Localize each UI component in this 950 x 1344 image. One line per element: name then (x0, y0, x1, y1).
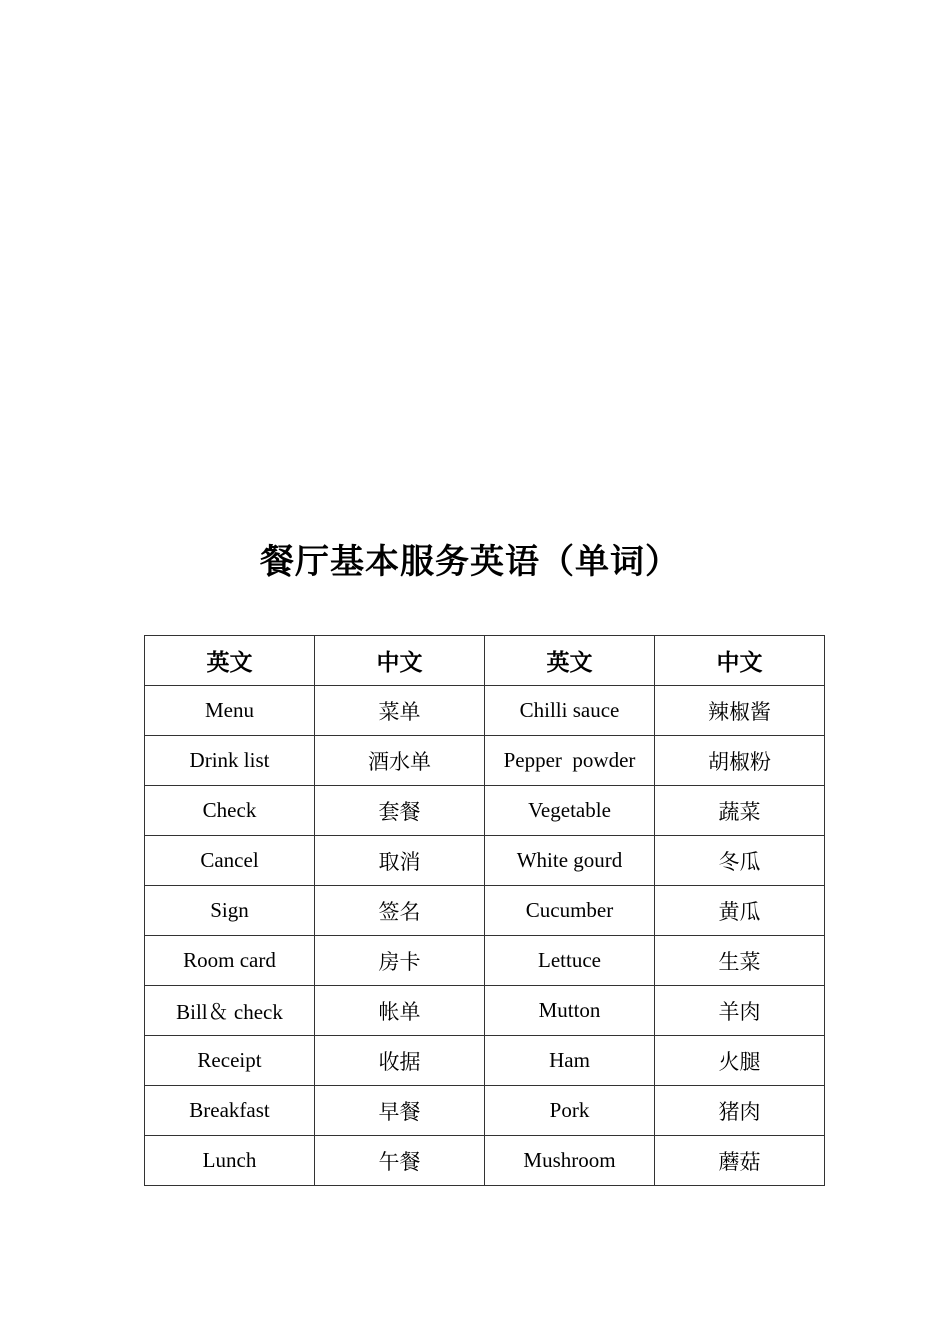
chinese-word: 早餐 (315, 1086, 485, 1136)
table-row (145, 886, 825, 936)
chinese-word: 取消 (315, 836, 485, 886)
vocabulary-table (144, 635, 825, 1186)
header-chinese-2: 中文 (655, 636, 825, 686)
english-word: Drink list (145, 736, 315, 786)
english-word: Receipt (145, 1036, 315, 1086)
english-word: Pepper powder (485, 736, 655, 786)
table-row (145, 686, 825, 736)
english-word: Menu (145, 686, 315, 736)
english-word: Lettuce (485, 936, 655, 986)
table-row (145, 736, 825, 786)
english-word: Vegetable (485, 786, 655, 836)
page-title: 餐厅基本服务英语（单词） (260, 544, 680, 581)
english-word: Lunch (145, 1136, 315, 1186)
chinese-word: 菜单 (315, 686, 485, 736)
chinese-word: 生菜 (655, 936, 825, 986)
chinese-word: 午餐 (315, 1136, 485, 1186)
english-word: Check (145, 786, 315, 836)
english-word: Breakfast (145, 1086, 315, 1136)
table-row (145, 936, 825, 986)
table-row (145, 986, 825, 1036)
table-row (145, 1036, 825, 1086)
english-word: Sign (145, 886, 315, 936)
chinese-word: 套餐 (315, 786, 485, 836)
english-word: Mutton (485, 986, 655, 1036)
chinese-word: 黄瓜 (655, 886, 825, 936)
chinese-word: 猪肉 (655, 1086, 825, 1136)
english-word: Ham (485, 1036, 655, 1086)
english-word: Chilli sauce (485, 686, 655, 736)
english-word: Mushroom (485, 1136, 655, 1186)
chinese-word: 火腿 (655, 1036, 825, 1086)
table-row (145, 1086, 825, 1136)
chinese-word: 签名 (315, 886, 485, 936)
chinese-word: 冬瓜 (655, 836, 825, 886)
chinese-word: 帐单 (315, 986, 485, 1036)
english-word: Pork (485, 1086, 655, 1136)
chinese-word: 收据 (315, 1036, 485, 1086)
chinese-word: 蔬菜 (655, 786, 825, 836)
chinese-word: 胡椒粉 (655, 736, 825, 786)
chinese-word: 羊肉 (655, 986, 825, 1036)
header-english-2: 英文 (485, 636, 655, 686)
english-word: Cancel (145, 836, 315, 886)
english-word: Bill＆ check (145, 986, 315, 1036)
header-english-1: 英文 (145, 636, 315, 686)
header-chinese-1: 中文 (315, 636, 485, 686)
table-row (145, 1136, 825, 1186)
english-word: White gourd (485, 836, 655, 886)
chinese-word: 酒水单 (315, 736, 485, 786)
english-word: Cucumber (485, 886, 655, 936)
english-word: Room card (145, 936, 315, 986)
chinese-word: 辣椒酱 (655, 686, 825, 736)
table-row (145, 786, 825, 836)
chinese-word: 蘑菇 (655, 1136, 825, 1186)
table-row (145, 836, 825, 886)
table-header-row (145, 636, 825, 686)
chinese-word: 房卡 (315, 936, 485, 986)
